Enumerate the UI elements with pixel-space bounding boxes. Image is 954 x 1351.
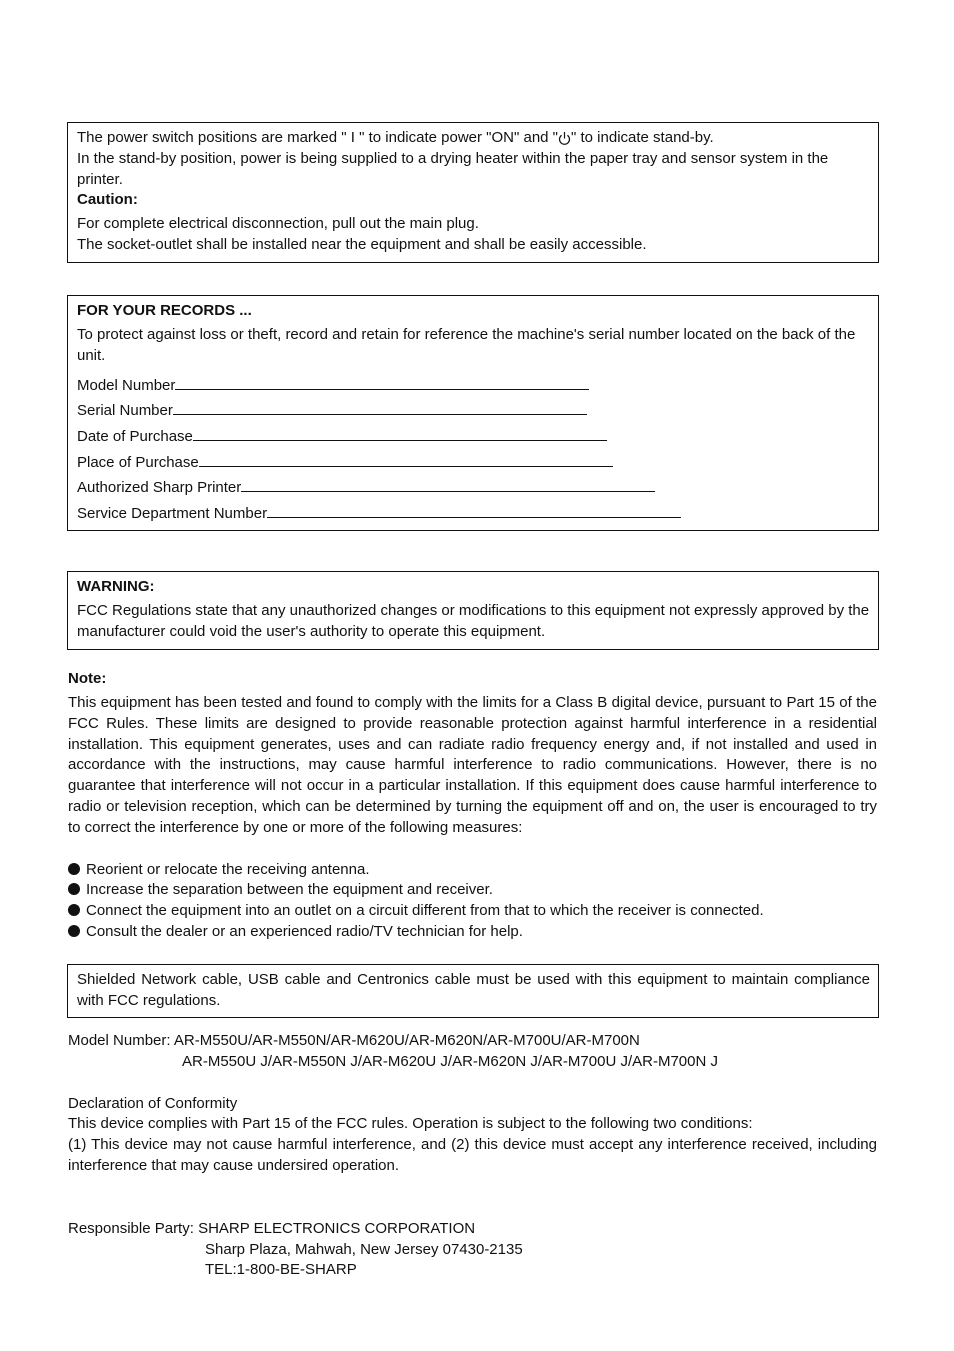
field-blank-line[interactable] (199, 452, 613, 467)
cable-text: Shielded Network cable, USB cable and Centronics cable must be used with this equipment to maintain compliance with FCC regulations. (77, 971, 870, 1009)
bullet-item (68, 860, 370, 881)
bullet-item (68, 880, 493, 901)
warning-text: FCC Regulations state that any unauthorized changes or modifications to this equipment not expressly approved by the manufacturer could void the user's authority to operate this equipment. (77, 601, 870, 640)
declaration-line-1: This device complies with Part 15 of the FCC rules. Operation is subject to the following two conditions: (68, 1115, 753, 1132)
model-label: Model Number: (68, 1032, 171, 1049)
responsible-party (68, 1219, 475, 1240)
warning-box (67, 571, 879, 650)
field-label: Model Number (77, 377, 176, 394)
caution-line-2: The socket-outlet shall be installed near the equipment and shall be easily accessible. (77, 235, 647, 253)
field-label: Service Department Number (77, 505, 268, 522)
records-box (67, 295, 879, 531)
power-switch-line (77, 128, 872, 149)
model-line-1: AR-M550U/AR-M550N/AR-M620U/AR-M620N/AR-M700U/AR-M700N (173, 1032, 640, 1049)
bullet-text: Increase the separation between the equipment and receiver. (86, 881, 493, 898)
bullet-item (68, 901, 764, 922)
note-text: This equipment has been tested and found to comply with the limits for a Class B digital device, pursuant to Part 15 of the FCC Rules. These limits are designed to provide reasonable protection against harmful interference in a residential installation. This equipment generates, uses and can radiate radio frequency energy and, if not installed and used in accordance with the instructions, may cause harmful interference to radio communications. However, there is no guarantee that interference will not occur in a particular installation. If this equipment does cause harmful interference to radio or television reception, which can be determined by turning the equipment off and on, the user is encouraged to try to correct the interference by one or more of the following measures: (68, 694, 877, 836)
field-label: Place of Purchase (77, 454, 199, 471)
power-standby-icon (558, 131, 571, 145)
caution-title: Caution: (77, 191, 138, 209)
bullet-text: Consult the dealer or an experienced radio/TV technician for help. (86, 923, 523, 940)
field-date-of-purchase[interactable] (77, 426, 607, 446)
records-intro: To protect against loss or theft, record and retain for reference the machine's serial number located on the back of the unit. (77, 325, 856, 364)
responsible-tel: TEL:1-800-BE-SHARP (205, 1261, 357, 1278)
field-model-number[interactable] (77, 375, 589, 395)
field-label: Date of Purchase (77, 428, 193, 445)
bullet-icon (68, 883, 80, 895)
field-serial-number[interactable] (77, 400, 587, 420)
field-blank-line[interactable] (173, 400, 587, 415)
responsible-address: Sharp Plaza, Mahwah, New Jersey 07430-2135 (205, 1241, 523, 1258)
responsible-label: Responsible Party: (68, 1220, 194, 1237)
field-place-of-purchase[interactable] (77, 452, 613, 472)
warning-title: WARNING: (77, 578, 155, 595)
bullet-icon (68, 925, 80, 937)
standby-description: In the stand-by position, power is being supplied to a drying heater within the paper tray and sensor system in the printer. (77, 149, 829, 188)
caution-line-1: For complete electrical disconnection, pull out the main plug. (77, 215, 479, 233)
field-label: Serial Number (77, 402, 173, 419)
field-blank-line[interactable] (175, 375, 589, 390)
declaration-title: Declaration of Conformity (68, 1095, 238, 1112)
power-line-start: The power switch positions are marked " I " to indicate power "ON" and " (77, 129, 559, 146)
cable-box (67, 964, 879, 1018)
bullet-icon (68, 904, 80, 916)
model-line-2: AR-M550U J/AR-M550N J/AR-M620U J/AR-M620N J/AR-M700U J/AR-M700N J (182, 1053, 718, 1070)
note-title: Note: (68, 670, 107, 687)
responsible-company: SHARP ELECTRONICS CORPORATION (198, 1220, 476, 1237)
power-line-end: " to indicate stand-by. (571, 129, 714, 146)
bullet-text: Connect the equipment into an outlet on a circuit different from that to which the receiver is connected. (86, 902, 764, 919)
power-switch-box (67, 122, 879, 263)
field-authorized-sharp-printer[interactable] (77, 477, 655, 497)
field-blank-line[interactable] (193, 426, 607, 441)
bullet-icon (68, 863, 80, 875)
bullet-item (68, 922, 523, 943)
records-title: FOR YOUR RECORDS ... (77, 302, 252, 319)
field-blank-line[interactable] (241, 477, 655, 492)
field-blank-line[interactable] (267, 503, 681, 518)
declaration-line-2: (1) This device may not cause harmful interference, and (2) this device must accept any interference received, including interference that may cause undersired operation. (68, 1136, 877, 1174)
model-numbers (68, 1031, 640, 1052)
field-label: Authorized Sharp Printer (77, 479, 242, 496)
field-service-department-number[interactable] (77, 503, 681, 523)
bullet-text: Reorient or relocate the receiving antenna. (86, 861, 370, 878)
